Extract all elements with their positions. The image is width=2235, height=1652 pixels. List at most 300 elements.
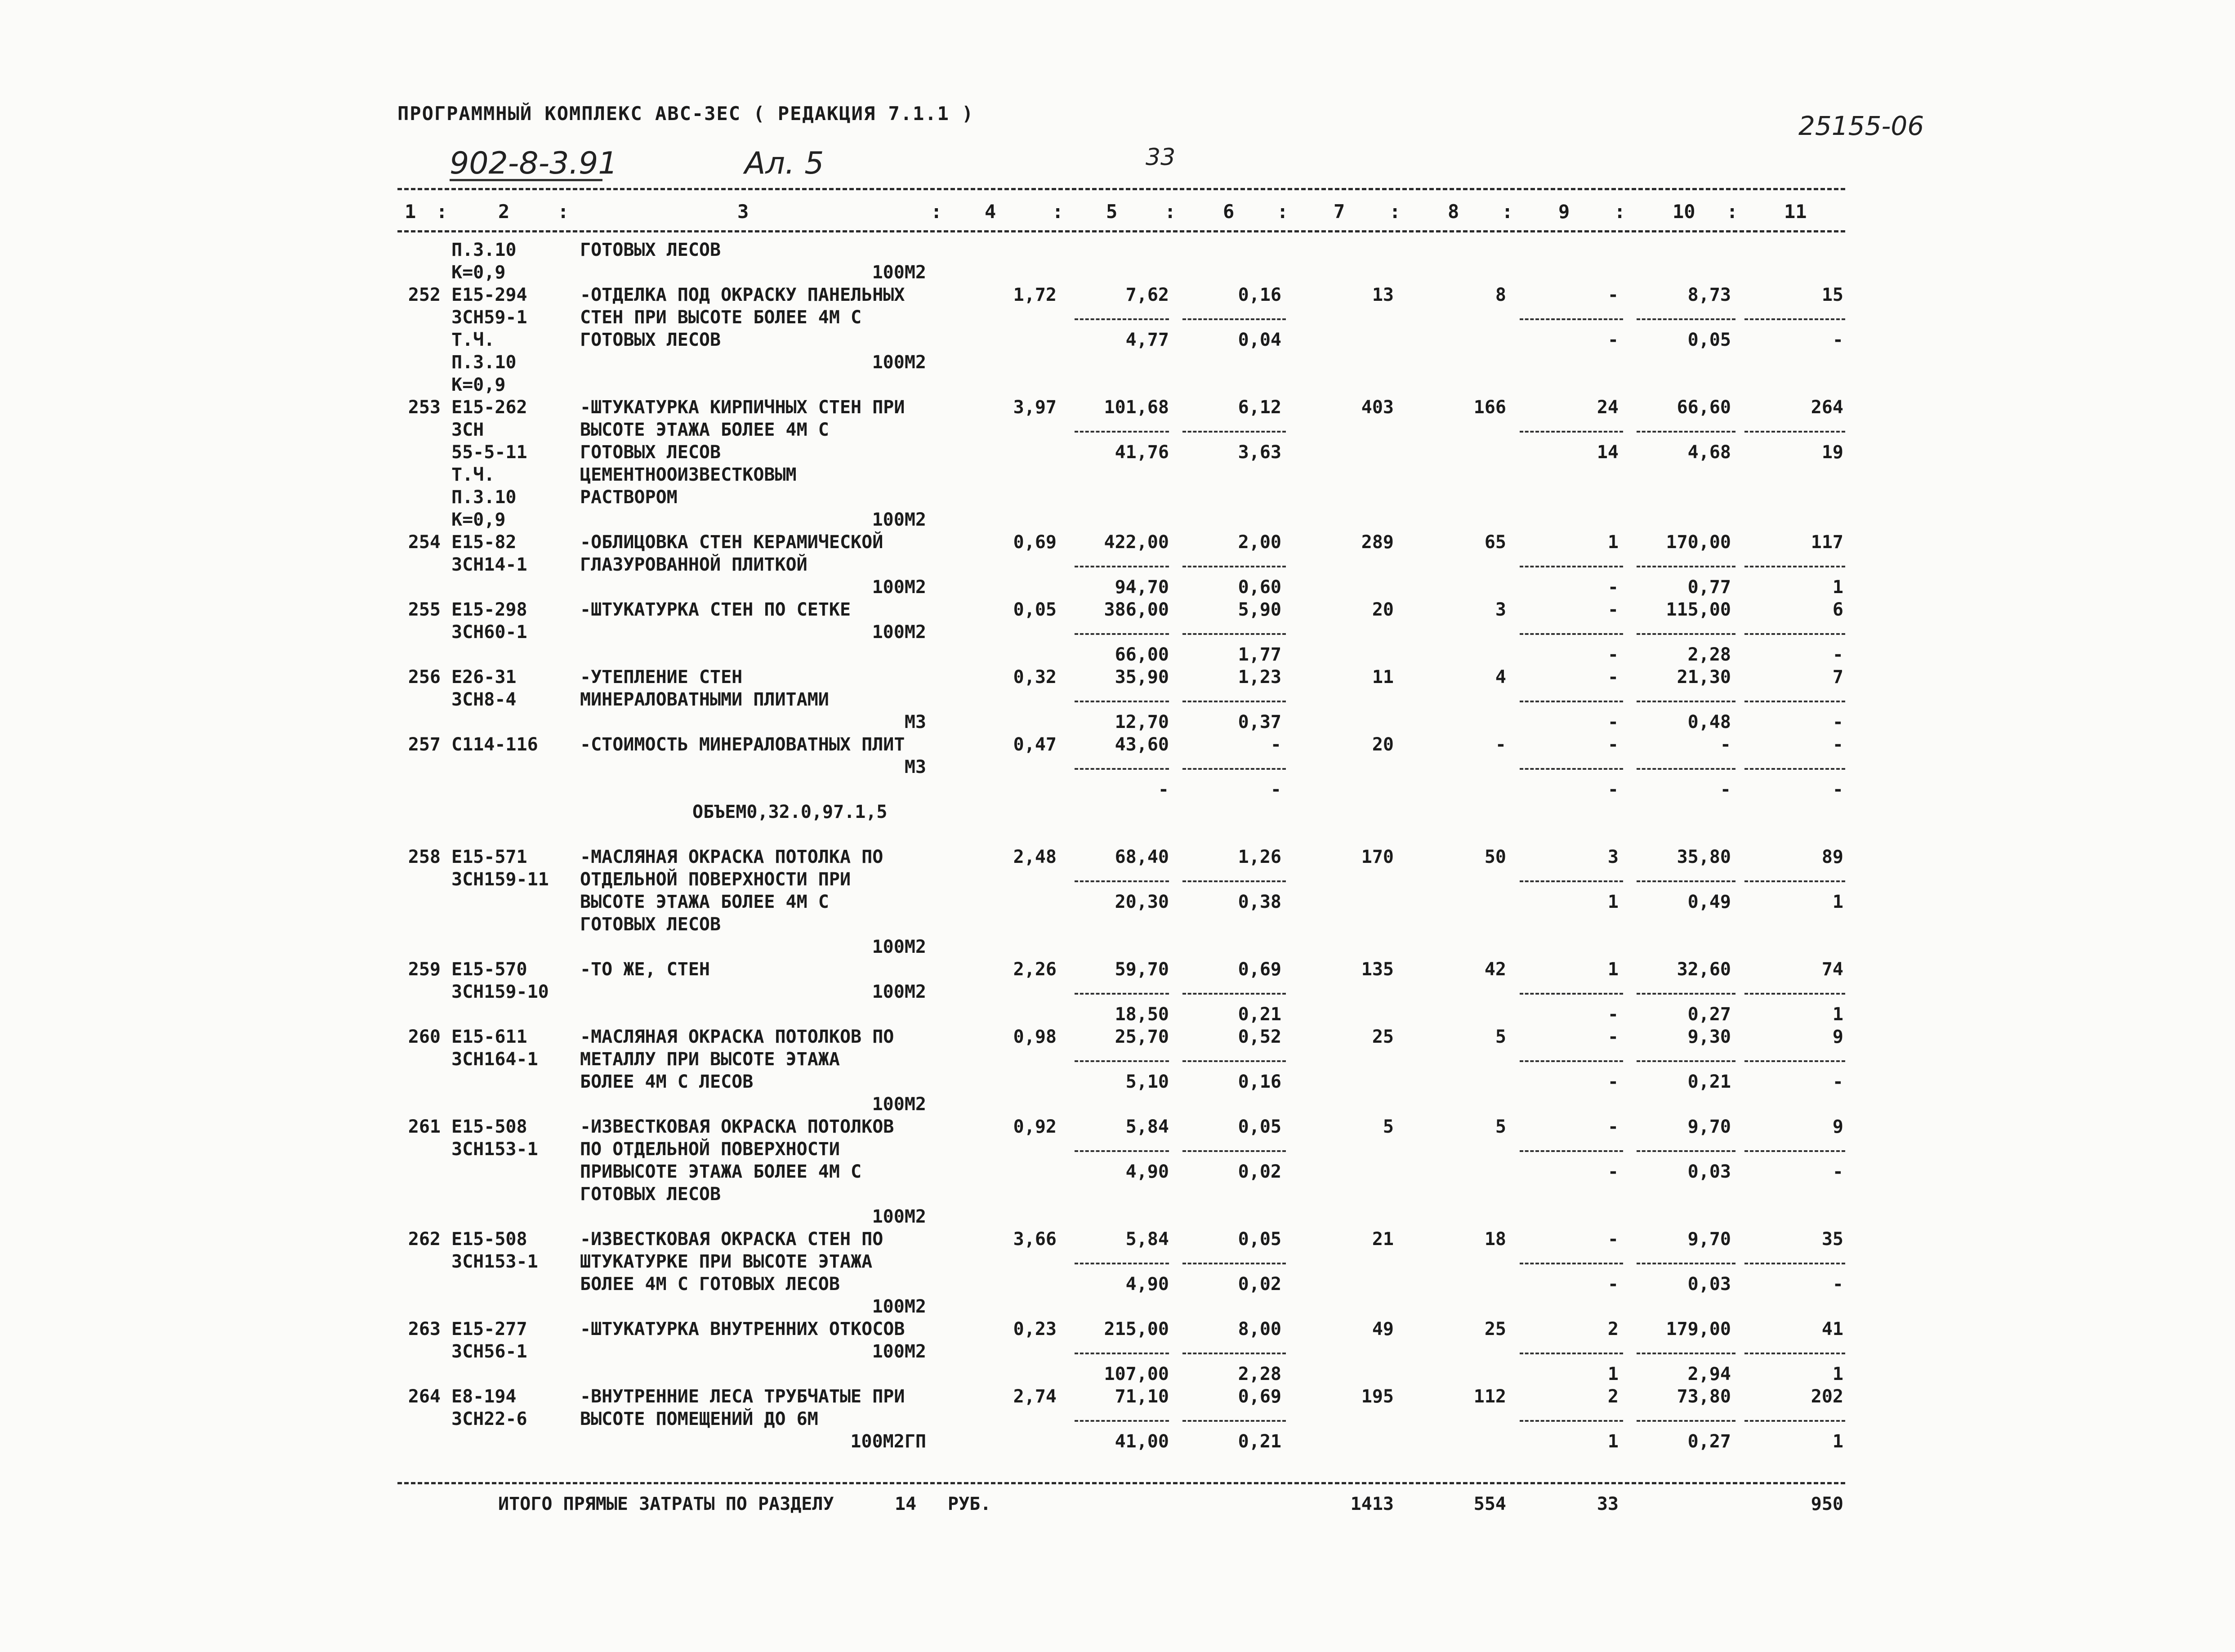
cell-c11: 1 <box>1832 1431 1843 1452</box>
cell-c10: 8,73 <box>1687 285 1731 305</box>
cell-c5: 68,40 <box>1115 847 1169 867</box>
column-header-3: 3 <box>737 201 749 223</box>
sub-rule <box>1520 1420 1623 1422</box>
cell-c5: 386,00 <box>1104 599 1169 620</box>
sub-rule <box>1075 880 1169 882</box>
cell-c2: Т.Ч. <box>451 464 495 485</box>
cell-c5: 5,10 <box>1125 1072 1169 1092</box>
cell-c6: 0,05 <box>1238 1229 1281 1250</box>
cell-c9: 24 <box>1597 397 1619 418</box>
cell-c3: БОЛЕЕ 4М С ГОТОВЫХ ЛЕСОВ <box>580 1274 840 1295</box>
total-section: 14 <box>895 1494 917 1514</box>
cell-c4: 0,05 <box>1013 599 1057 620</box>
cell-c11: 202 <box>1811 1386 1843 1407</box>
sub-rule <box>1637 318 1735 320</box>
cell-c4: 0,47 <box>1013 734 1057 755</box>
cell-c6: 1,77 <box>1238 644 1281 665</box>
total-col11: 950 <box>1811 1494 1843 1514</box>
column-header-6: 6 <box>1223 201 1235 223</box>
cell-c9: 2 <box>1607 1386 1619 1407</box>
cell-c3: ШТУКАТУРКЕ ПРИ ВЫСОТЕ ЭТАЖА <box>580 1251 873 1272</box>
cell-c2: Е15-508 <box>451 1229 527 1250</box>
sub-rule <box>1182 1263 1286 1264</box>
cell-c1: 255 <box>408 599 441 620</box>
sub-rule <box>1637 1353 1735 1354</box>
cell-c3r: 100М2ГП <box>850 1431 926 1452</box>
cell-c2: 3СН153-1 <box>451 1251 538 1272</box>
cell-c3: ГОТОВЫХ ЛЕСОВ <box>580 1184 721 1205</box>
cell-c9: - <box>1607 712 1619 732</box>
cell-c10: 0,49 <box>1687 892 1731 912</box>
cell-c5: 422,00 <box>1104 532 1169 553</box>
sub-rule <box>1520 318 1623 320</box>
cell-c3: ГЛАЗУРОВАННОЙ ПЛИТКОЙ <box>580 554 807 575</box>
sub-rule <box>1182 1353 1286 1354</box>
cell-c2: Е15-82 <box>451 532 517 553</box>
cell-c11: 74 <box>1821 959 1843 980</box>
cell-c5: 66,00 <box>1115 644 1169 665</box>
cell-c9: - <box>1607 667 1619 688</box>
cell-c2: 55-5-11 <box>451 442 527 463</box>
cell-c8: 25 <box>1484 1319 1506 1339</box>
cell-c2: Е15-277 <box>451 1319 527 1339</box>
sub-rule <box>1182 566 1286 567</box>
sub-rule <box>1637 566 1735 567</box>
sub-rule <box>1075 1060 1169 1062</box>
column-header-9: 9 <box>1558 201 1570 223</box>
cell-c3: ВЫСОТЕ ЭТАЖА БОЛЕЕ 4М С <box>580 892 829 912</box>
sub-rule <box>1744 1420 1845 1422</box>
cell-c6: 0,04 <box>1238 330 1281 350</box>
column-header-1: 1 <box>405 201 416 223</box>
column-separator: : <box>436 201 448 223</box>
cell-c3: -МАСЛЯНАЯ ОКРАСКА ПОТОЛКА ПО <box>580 847 883 867</box>
total-currency: РУБ. <box>948 1494 991 1514</box>
cell-c9: - <box>1607 599 1619 620</box>
cell-c11: - <box>1832 779 1843 800</box>
cell-c3r: М3 <box>904 757 926 777</box>
cell-c8: - <box>1495 734 1506 755</box>
sub-rule <box>1637 1150 1735 1152</box>
cell-c3r: 100М2 <box>872 352 926 373</box>
cell-c9: 1 <box>1607 892 1619 912</box>
cell-c2: Е15-298 <box>451 599 527 620</box>
cell-c4: 2,48 <box>1013 847 1057 867</box>
cell-c9: 2 <box>1607 1319 1619 1339</box>
column-separator: : <box>558 201 569 223</box>
cell-c11: 264 <box>1811 397 1843 418</box>
cell-c3r: 100М2 <box>872 1206 926 1227</box>
cell-c6: 0,38 <box>1238 892 1281 912</box>
cell-c3: -МАСЛЯНАЯ ОКРАСКА ПОТОЛКОВ ПО <box>580 1027 894 1047</box>
cell-c10: 0,03 <box>1687 1161 1731 1182</box>
total-col7: 1413 <box>1350 1494 1394 1514</box>
cell-c3: -ШТУКАТУРКА ВНУТРЕННИХ ОТКОСОВ <box>580 1319 905 1339</box>
cell-c2: 3СН159-11 <box>451 869 549 890</box>
cell-c2: К=0,9 <box>451 262 506 283</box>
sub-rule <box>1520 431 1623 433</box>
cell-c3: ЦЕМЕНТНООИЗВЕСТКОВЫМ <box>580 464 797 485</box>
cell-c6: - <box>1270 734 1281 755</box>
cell-c3: СТЕН ПРИ ВЫСОТЕ БОЛЕЕ 4М С <box>580 307 862 328</box>
column-separator: : <box>1164 201 1176 223</box>
cell-c9: 1 <box>1607 959 1619 980</box>
cell-c8: 112 <box>1473 1386 1506 1407</box>
table-top-rule <box>397 188 1845 190</box>
cell-c9: - <box>1607 330 1619 350</box>
cell-c10: 0,21 <box>1687 1072 1731 1092</box>
cell-c3: ГОТОВЫХ ЛЕСОВ <box>580 442 721 463</box>
sub-rule <box>1520 1150 1623 1152</box>
cell-c6: 0,21 <box>1238 1431 1281 1452</box>
sub-rule <box>1075 1263 1169 1264</box>
cell-c3: ПО ОТДЕЛЬНОЙ ПОВЕРХНОСТИ <box>580 1139 840 1160</box>
cell-c11: 9 <box>1832 1027 1843 1047</box>
cell-c11: 117 <box>1811 532 1843 553</box>
cell-c10: 73,80 <box>1677 1386 1731 1407</box>
cell-c2: Е8-194 <box>451 1386 517 1407</box>
cell-c11: 1 <box>1832 1004 1843 1025</box>
cell-c4: 3,66 <box>1013 1229 1057 1250</box>
cell-c1: 252 <box>408 285 441 305</box>
cell-c10: 115,00 <box>1666 599 1731 620</box>
cell-c2: Е15-570 <box>451 959 527 980</box>
cell-c11: - <box>1832 1161 1843 1182</box>
cell-c3: ПРИВЫСОТЕ ЭТАЖА БОЛЕЕ 4М С <box>580 1161 862 1182</box>
cell-c6: 0,69 <box>1238 1386 1281 1407</box>
cell-c10: 9,70 <box>1687 1229 1731 1250</box>
cell-c10: 170,00 <box>1666 532 1731 553</box>
cell-c3r: М3 <box>904 712 926 732</box>
cell-c2: П.3.10 <box>451 487 517 508</box>
cell-c3r: 100М2 <box>872 509 926 530</box>
cell-c10: 35,80 <box>1677 847 1731 867</box>
sub-rule <box>1182 880 1286 882</box>
sub-rule <box>1182 1420 1286 1422</box>
cell-c3r: 100М2 <box>872 577 926 598</box>
sub-rule <box>1637 768 1735 770</box>
cell-c2: 3СН164-1 <box>451 1049 538 1070</box>
sub-rule <box>1075 701 1169 702</box>
cell-c11: 41 <box>1821 1319 1843 1339</box>
cell-c10: - <box>1720 779 1731 800</box>
cell-c11: 1 <box>1832 577 1843 598</box>
cell-c5: 59,70 <box>1115 959 1169 980</box>
sub-rule <box>1520 701 1623 702</box>
cell-c11: 19 <box>1821 442 1843 463</box>
cell-c8: 5 <box>1495 1027 1506 1047</box>
page-number: 33 <box>1146 144 1176 171</box>
cell-c6: 1,26 <box>1238 847 1281 867</box>
cell-c2: Е15-294 <box>451 285 527 305</box>
cell-c1: 261 <box>408 1116 441 1137</box>
cell-c7: 135 <box>1361 959 1394 980</box>
cell-c10: 66,60 <box>1677 397 1731 418</box>
sub-rule <box>1520 1060 1623 1062</box>
cell-c3r: 100М2 <box>872 1094 926 1115</box>
cell-c4: 0,32 <box>1013 667 1057 688</box>
sub-rule <box>1182 633 1286 635</box>
column-separator: : <box>1502 201 1513 223</box>
cell-c5: 215,00 <box>1104 1319 1169 1339</box>
cell-c11: 7 <box>1832 667 1843 688</box>
cell-c5: 71,10 <box>1115 1386 1169 1407</box>
sub-rule <box>1520 880 1623 882</box>
cell-c2: 3СН159-10 <box>451 982 549 1002</box>
cell-c3: -ТО ЖЕ, СТЕН <box>580 959 710 980</box>
cell-c1: 253 <box>408 397 441 418</box>
cell-c1: 258 <box>408 847 441 867</box>
sub-rule <box>1637 1060 1735 1062</box>
cell-c9: - <box>1607 1004 1619 1025</box>
document-code-underline <box>450 179 602 181</box>
column-header-8: 8 <box>1448 201 1459 223</box>
sub-rule <box>1744 993 1845 995</box>
cell-c3: РАСТВОРОМ <box>580 487 678 508</box>
sub-rule <box>1744 633 1845 635</box>
cell-c5: 20,30 <box>1115 892 1169 912</box>
cell-c3r: 100М2 <box>872 622 926 643</box>
cell-c3: -ВНУТРЕННИЕ ЛЕСА ТРУБЧАТЫЕ ПРИ <box>580 1386 905 1407</box>
cell-c7: 21 <box>1372 1229 1394 1250</box>
cell-c2: 3СН8-4 <box>451 689 517 710</box>
cell-c9: 3 <box>1607 847 1619 867</box>
cell-c4: 0,23 <box>1013 1319 1057 1339</box>
cell-c4: 3,97 <box>1013 397 1057 418</box>
cell-c7: 20 <box>1372 734 1394 755</box>
cell-c2: 3СН56-1 <box>451 1341 527 1362</box>
cell-c10: 2,94 <box>1687 1364 1731 1384</box>
cell-c11: - <box>1832 1072 1843 1092</box>
cell-c4: 1,72 <box>1013 285 1057 305</box>
cell-c5: 18,50 <box>1115 1004 1169 1025</box>
cell-c4: 0,98 <box>1013 1027 1057 1047</box>
cell-c1: 260 <box>408 1027 441 1047</box>
cell-c9: - <box>1607 577 1619 598</box>
cell-c1: 263 <box>408 1319 441 1339</box>
sub-rule <box>1075 993 1169 995</box>
cell-c10: 0,77 <box>1687 577 1731 598</box>
cell-c3: МИНЕРАЛОВАТНЫМИ ПЛИТАМИ <box>580 689 829 710</box>
table-header-rule <box>397 230 1845 232</box>
sub-rule <box>1744 1060 1845 1062</box>
cell-c6: 0,21 <box>1238 1004 1281 1025</box>
cell-c9: - <box>1607 1229 1619 1250</box>
cell-c3: -ШТУКАТУРКА СТЕН ПО СЕТКЕ <box>580 599 851 620</box>
cell-c5: 43,60 <box>1115 734 1169 755</box>
cell-c6: 0,37 <box>1238 712 1281 732</box>
sub-rule <box>1182 768 1286 770</box>
total-label: ИТОГО ПРЯМЫЕ ЗАТРАТЫ ПО РАЗДЕЛУ <box>498 1494 834 1514</box>
sub-rule <box>1744 768 1845 770</box>
column-separator: : <box>1389 201 1401 223</box>
cell-c5: 5,84 <box>1125 1116 1169 1137</box>
cell-c1: 257 <box>408 734 441 755</box>
cell-c1: 256 <box>408 667 441 688</box>
cell-c9: - <box>1607 734 1619 755</box>
cell-c7: 20 <box>1372 599 1394 620</box>
cell-c5: 41,76 <box>1115 442 1169 463</box>
cell-c3: -ОБЛИЦОВКА СТЕН КЕРАМИЧЕСКОЙ <box>580 532 883 553</box>
sub-rule <box>1637 1420 1735 1422</box>
cell-c6: 0,05 <box>1238 1116 1281 1137</box>
cell-c10: 21,30 <box>1677 667 1731 688</box>
cell-c7: 49 <box>1372 1319 1394 1339</box>
cell-c2: Т.Ч. <box>451 330 495 350</box>
cell-c2: 3СН14-1 <box>451 554 527 575</box>
sub-rule <box>1075 1353 1169 1354</box>
cell-c8: 3 <box>1495 599 1506 620</box>
column-header-4: 4 <box>985 201 996 223</box>
cell-c2: К=0,9 <box>451 509 506 530</box>
cell-c3c: ОБЪЕМ0,32.0,97.1,5 <box>692 802 888 822</box>
cell-c2: С114-116 <box>451 734 538 755</box>
cell-c5: 107,00 <box>1104 1364 1169 1384</box>
cell-c5: 4,90 <box>1125 1274 1169 1295</box>
sub-rule <box>1637 993 1735 995</box>
sub-rule <box>1744 1353 1845 1354</box>
cell-c7: 5 <box>1383 1116 1394 1137</box>
sub-rule <box>1637 701 1735 702</box>
sub-rule <box>1182 1060 1286 1062</box>
cell-c10: 9,70 <box>1687 1116 1731 1137</box>
table-bottom-rule <box>397 1482 1845 1484</box>
cell-c3: -ИЗВЕСТКОВАЯ ОКРАСКА СТЕН ПО <box>580 1229 883 1250</box>
cell-c8: 166 <box>1473 397 1506 418</box>
sub-rule <box>1744 318 1845 320</box>
cell-c11: - <box>1832 734 1843 755</box>
sub-rule <box>1075 768 1169 770</box>
cell-c9: - <box>1607 1274 1619 1295</box>
column-separator: : <box>1052 201 1064 223</box>
cell-c3: ГОТОВЫХ ЛЕСОВ <box>580 330 721 350</box>
cell-c2: 3СН22-6 <box>451 1409 527 1429</box>
cell-c8: 18 <box>1484 1229 1506 1250</box>
cell-c6: 2,00 <box>1238 532 1281 553</box>
sub-rule <box>1075 1420 1169 1422</box>
cell-c2: К=0,9 <box>451 375 506 395</box>
cell-c3: -ИЗВЕСТКОВАЯ ОКРАСКА ПОТОЛКОВ <box>580 1116 894 1137</box>
sub-rule <box>1075 318 1169 320</box>
sub-rule <box>1744 880 1845 882</box>
cell-c7: 289 <box>1361 532 1394 553</box>
cell-c5: 12,70 <box>1115 712 1169 732</box>
sub-rule <box>1637 633 1735 635</box>
cell-c2: 3СН60-1 <box>451 622 527 643</box>
cell-c9: - <box>1607 644 1619 665</box>
sub-rule <box>1744 1263 1845 1264</box>
cell-c6: 0,52 <box>1238 1027 1281 1047</box>
program-header: ПРОГРАММНЫЙ КОМПЛЕКС АВС-3ЕС ( РЕДАКЦИЯ 7.1.1 ) <box>397 103 974 125</box>
cell-c6: 0,60 <box>1238 577 1281 598</box>
cell-c11: 89 <box>1821 847 1843 867</box>
column-header-2: 2 <box>498 201 510 223</box>
cell-c4: 2,74 <box>1013 1386 1057 1407</box>
column-separator: : <box>1614 201 1626 223</box>
total-col9: 33 <box>1597 1494 1619 1514</box>
cell-c11: - <box>1832 644 1843 665</box>
cell-c1: 254 <box>408 532 441 553</box>
cell-c5: 5,84 <box>1125 1229 1169 1250</box>
cell-c10: 0,48 <box>1687 712 1731 732</box>
cell-c10: 32,60 <box>1677 959 1731 980</box>
sub-rule <box>1182 993 1286 995</box>
cell-c3r: 100М2 <box>872 1341 926 1362</box>
cell-c10: 9,30 <box>1687 1027 1731 1047</box>
cell-c11: - <box>1832 712 1843 732</box>
cell-c3: ВЫСОТЕ ПОМЕЩЕНИЙ ДО 6М <box>580 1409 818 1429</box>
cell-c7: 195 <box>1361 1386 1394 1407</box>
cell-c8: 5 <box>1495 1116 1506 1137</box>
cell-c3: ВЫСОТЕ ЭТАЖА БОЛЕЕ 4М С <box>580 420 829 440</box>
cell-c11: 1 <box>1832 892 1843 912</box>
cell-c2: Е15-611 <box>451 1027 527 1047</box>
cell-c5: 41,00 <box>1115 1431 1169 1452</box>
sheet-label: Ал. 5 <box>745 146 824 181</box>
cell-c2: Е26-31 <box>451 667 517 688</box>
cell-c11: 35 <box>1821 1229 1843 1250</box>
cell-c9: - <box>1607 285 1619 305</box>
cell-c7: 11 <box>1372 667 1394 688</box>
cell-c6: 0,16 <box>1238 285 1281 305</box>
cell-c9: - <box>1607 1161 1619 1182</box>
cell-c5: 25,70 <box>1115 1027 1169 1047</box>
cell-c2: П.3.10 <box>451 352 517 373</box>
sub-rule <box>1637 431 1735 433</box>
cell-c9: - <box>1607 1072 1619 1092</box>
cell-c8: 4 <box>1495 667 1506 688</box>
cell-c3: ГОТОВЫХ ЛЕСОВ <box>580 240 721 260</box>
cell-c7: 13 <box>1372 285 1394 305</box>
sub-rule <box>1520 993 1623 995</box>
sub-rule <box>1075 1150 1169 1152</box>
cell-c6: 6,12 <box>1238 397 1281 418</box>
sub-rule <box>1520 1353 1623 1354</box>
cell-c5: 35,90 <box>1115 667 1169 688</box>
cell-c5: 7,62 <box>1125 285 1169 305</box>
column-header-11: 11 <box>1784 201 1807 223</box>
cell-c10: 2,28 <box>1687 644 1731 665</box>
cell-c11: 1 <box>1832 1364 1843 1384</box>
cell-c10: 179,00 <box>1666 1319 1731 1339</box>
cell-c6: 2,28 <box>1238 1364 1281 1384</box>
cell-c6: 8,00 <box>1238 1319 1281 1339</box>
cell-c10: - <box>1720 734 1731 755</box>
cell-c6: 0,02 <box>1238 1274 1281 1295</box>
sub-rule <box>1744 431 1845 433</box>
cell-c9: 14 <box>1597 442 1619 463</box>
column-header-5: 5 <box>1106 201 1118 223</box>
cell-c11: - <box>1832 330 1843 350</box>
column-separator: : <box>1726 201 1738 223</box>
cell-c6: 0,16 <box>1238 1072 1281 1092</box>
sub-rule <box>1075 566 1169 567</box>
cell-c11: 6 <box>1832 599 1843 620</box>
cell-c7: 403 <box>1361 397 1394 418</box>
sub-rule <box>1182 701 1286 702</box>
sub-rule <box>1182 1150 1286 1152</box>
cell-c8: 42 <box>1484 959 1506 980</box>
sub-rule <box>1075 431 1169 433</box>
cell-c9: - <box>1607 1027 1619 1047</box>
cell-c2: 3СН153-1 <box>451 1139 538 1160</box>
cell-c4: 0,92 <box>1013 1116 1057 1137</box>
cell-c5: 4,77 <box>1125 330 1169 350</box>
cell-c11: - <box>1832 1274 1843 1295</box>
cell-c7: 25 <box>1372 1027 1394 1047</box>
cell-c3: -УТЕПЛЕНИЕ СТЕН <box>580 667 743 688</box>
cell-c5: - <box>1158 779 1169 800</box>
